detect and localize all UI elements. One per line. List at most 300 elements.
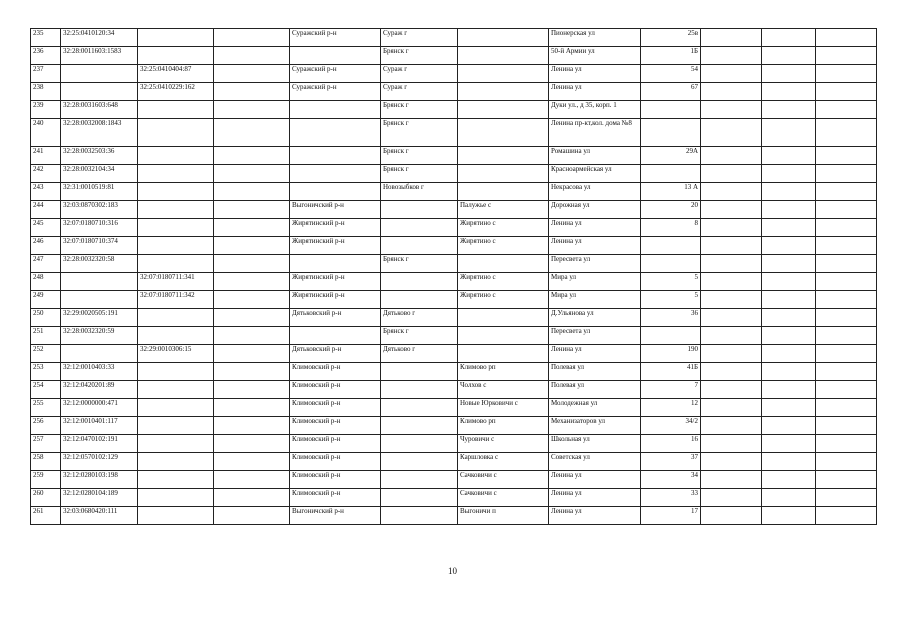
table-cell (762, 65, 816, 83)
table-cell: 238 (31, 83, 61, 101)
table-cell (214, 165, 290, 183)
table-cell: Жирятинский р-н (290, 237, 381, 255)
table-cell: Суражский р-н (290, 29, 381, 47)
table-cell: 239 (31, 101, 61, 119)
table-cell: Мира ул (549, 291, 641, 309)
table-cell: Климовский р-н (290, 453, 381, 471)
table-cell (214, 237, 290, 255)
table-cell (816, 471, 877, 489)
table-cell: 16 (641, 435, 701, 453)
table-cell (458, 29, 549, 47)
table-cell: 8 (641, 219, 701, 237)
table-cell: Климовский р-н (290, 471, 381, 489)
table-cell: 32:12:0280103:198 (61, 471, 138, 489)
table-cell: Советская ул (549, 453, 641, 471)
table-cell: Новозыбков г (381, 183, 458, 201)
table-row (31, 309, 877, 327)
table-cell (701, 119, 762, 147)
table-cell: Климово рп (458, 363, 549, 381)
table-row (31, 65, 877, 83)
table-row (31, 435, 877, 453)
table-cell: Жирятино с (458, 273, 549, 291)
table-cell (762, 327, 816, 345)
table-cell: 237 (31, 65, 61, 83)
table-cell: 32:12:0010401:117 (61, 417, 138, 435)
table-cell: Жирятинский р-н (290, 291, 381, 309)
table-cell: 258 (31, 453, 61, 471)
table-cell: Полевая ул (549, 381, 641, 399)
table-cell (138, 489, 214, 507)
page-number: 10 (448, 566, 457, 576)
table-cell (641, 255, 701, 273)
table-cell: Мира ул (549, 273, 641, 291)
table-cell (290, 101, 381, 119)
table-cell: Жирятинский р-н (290, 273, 381, 291)
table-cell (762, 201, 816, 219)
table-cell (138, 183, 214, 201)
table-cell (381, 417, 458, 435)
table-cell: 34 (641, 471, 701, 489)
table-cell: Климовский р-н (290, 381, 381, 399)
table-cell (762, 345, 816, 363)
table-cell (816, 345, 877, 363)
table-cell: Жирятинский р-н (290, 219, 381, 237)
table-cell (816, 363, 877, 381)
table-cell: 32:28:0032320:58 (61, 255, 138, 273)
table-row (31, 219, 877, 237)
table-row (31, 119, 877, 147)
table-row (31, 345, 877, 363)
table-cell (458, 327, 549, 345)
table-cell: 32:31:0010519:81 (61, 183, 138, 201)
table-cell (816, 201, 877, 219)
table-cell: Жирятино с (458, 291, 549, 309)
table-cell: 252 (31, 345, 61, 363)
table-cell: 243 (31, 183, 61, 201)
table-cell: 236 (31, 47, 61, 65)
table-cell (701, 47, 762, 65)
table-cell: Суражский р-н (290, 83, 381, 101)
table-cell: Ленина ул (549, 83, 641, 101)
table-cell: 32:07:0180710:316 (61, 219, 138, 237)
table-cell (214, 471, 290, 489)
table-cell: Дорожная ул (549, 201, 641, 219)
table-cell: 25в (641, 29, 701, 47)
table-cell (381, 201, 458, 219)
table-cell: Дятьковский р-н (290, 345, 381, 363)
table-cell (138, 119, 214, 147)
table-cell (701, 255, 762, 273)
table-cell (701, 381, 762, 399)
table-cell (701, 29, 762, 47)
table-cell: Ленина пр-кт,кол. дома №8 (549, 119, 641, 147)
table-row (31, 327, 877, 345)
table-cell: 235 (31, 29, 61, 47)
table-cell: Климовский р-н (290, 363, 381, 381)
table-row (31, 489, 877, 507)
table-cell (762, 273, 816, 291)
table-cell (816, 65, 877, 83)
table-cell (762, 363, 816, 381)
table-cell: 260 (31, 489, 61, 507)
table-cell: 20 (641, 201, 701, 219)
table-cell: 248 (31, 273, 61, 291)
table-cell (138, 327, 214, 345)
table-cell (701, 417, 762, 435)
table-cell: Брянск г (381, 119, 458, 147)
table-cell (816, 47, 877, 65)
table-cell: 32:12:0570102:129 (61, 453, 138, 471)
table-cell: Сураж г (381, 83, 458, 101)
table-cell: Школьная ул (549, 435, 641, 453)
table-cell: Каршловка с (458, 453, 549, 471)
table-cell: 251 (31, 327, 61, 345)
table-cell (214, 489, 290, 507)
table-cell (458, 147, 549, 165)
table-cell: Жирятино с (458, 219, 549, 237)
table-cell: 33 (641, 489, 701, 507)
table-cell (138, 47, 214, 65)
table-cell (701, 345, 762, 363)
table-cell: Брянск г (381, 101, 458, 119)
table-cell: 32:07:0180711:342 (138, 291, 214, 309)
table-cell (762, 119, 816, 147)
table-cell (701, 201, 762, 219)
table-cell: 5 (641, 291, 701, 309)
table-cell: 249 (31, 291, 61, 309)
table-cell (458, 345, 549, 363)
table-cell: Полевая ул (549, 363, 641, 381)
table-cell (214, 147, 290, 165)
table-cell (61, 273, 138, 291)
table-row (31, 417, 877, 435)
table-cell: 250 (31, 309, 61, 327)
table-cell (214, 435, 290, 453)
table-cell (381, 273, 458, 291)
table-cell: 29А (641, 147, 701, 165)
table-cell: Пионерская ул (549, 29, 641, 47)
table-cell (138, 101, 214, 119)
table-cell: 32:12:0420201:89 (61, 381, 138, 399)
table-cell (762, 237, 816, 255)
table-row (31, 471, 877, 489)
table-cell: 32:12:0000000:471 (61, 399, 138, 417)
table-cell: 242 (31, 165, 61, 183)
table-cell (214, 119, 290, 147)
table-cell (214, 101, 290, 119)
table-cell: 32:07:0180711:341 (138, 273, 214, 291)
table-cell: Жирятино с (458, 237, 549, 255)
table-cell (762, 183, 816, 201)
table-cell (816, 273, 877, 291)
table-cell (701, 327, 762, 345)
table-cell (214, 83, 290, 101)
registry-table (30, 28, 877, 525)
table-cell: 32:25:0410120:34 (61, 29, 138, 47)
table-cell: 37 (641, 453, 701, 471)
table-cell (214, 363, 290, 381)
table-cell: Дятьково г (381, 309, 458, 327)
table-cell (816, 147, 877, 165)
table-cell: Ромашина ул (549, 147, 641, 165)
table-cell: 241 (31, 147, 61, 165)
table-cell: 32:12:0280104:189 (61, 489, 138, 507)
table-cell: 67 (641, 83, 701, 101)
table-cell (138, 219, 214, 237)
table-cell: 54 (641, 65, 701, 83)
table-cell (816, 327, 877, 345)
table-cell (701, 65, 762, 83)
table-cell (816, 255, 877, 273)
table-cell (61, 65, 138, 83)
table-cell: 254 (31, 381, 61, 399)
table-cell (816, 507, 877, 525)
table-cell (762, 399, 816, 417)
table-cell: Ленина ул (549, 507, 641, 525)
table-cell: 36 (641, 309, 701, 327)
table-cell (61, 345, 138, 363)
table-cell (816, 83, 877, 101)
table-cell (138, 471, 214, 489)
table-row (31, 147, 877, 165)
table-cell (762, 309, 816, 327)
table-cell (381, 291, 458, 309)
table-cell: 32:12:0470102:191 (61, 435, 138, 453)
table-cell (381, 489, 458, 507)
table-cell: Дуки ул., д 35, корп. 1 (549, 101, 641, 119)
table-cell: 259 (31, 471, 61, 489)
table-row (31, 183, 877, 201)
table-cell: Сураж г (381, 29, 458, 47)
table-cell (138, 453, 214, 471)
table-cell (641, 327, 701, 345)
table-cell (381, 381, 458, 399)
table-cell (701, 471, 762, 489)
table-cell: Ленина ул (549, 219, 641, 237)
table-cell (762, 507, 816, 525)
table-cell (816, 399, 877, 417)
table-cell (762, 435, 816, 453)
table-cell (458, 83, 549, 101)
table-cell (61, 83, 138, 101)
table-cell: Некрасова ул (549, 183, 641, 201)
table-cell: Палужье с (458, 201, 549, 219)
table-cell: 32:07:0180710:374 (61, 237, 138, 255)
table-cell: Выгоничский р-н (290, 507, 381, 525)
table-cell: Ленина ул (549, 471, 641, 489)
table-cell (701, 291, 762, 309)
table-cell (816, 165, 877, 183)
table-cell (381, 219, 458, 237)
table-cell (290, 47, 381, 65)
table-cell (762, 47, 816, 65)
table-row (31, 273, 877, 291)
table-cell (816, 183, 877, 201)
table-cell (214, 345, 290, 363)
table-row (31, 101, 877, 119)
table-cell (381, 399, 458, 417)
table-row (31, 201, 877, 219)
table-cell: Брянск г (381, 255, 458, 273)
table-cell: Пересвета ул (549, 255, 641, 273)
table-cell (381, 453, 458, 471)
table-cell (214, 29, 290, 47)
table-cell: 255 (31, 399, 61, 417)
table-cell: 240 (31, 119, 61, 147)
table-cell (762, 471, 816, 489)
table-cell (138, 201, 214, 219)
table-cell: Брянск г (381, 47, 458, 65)
table-cell (641, 165, 701, 183)
table-cell (701, 165, 762, 183)
table-cell (762, 381, 816, 399)
table-cell: 245 (31, 219, 61, 237)
table-cell: Сачковичи с (458, 489, 549, 507)
table-cell (61, 291, 138, 309)
table-cell: Брянск г (381, 327, 458, 345)
table-cell (381, 471, 458, 489)
table-cell: 32:28:0031603:648 (61, 101, 138, 119)
table-cell: Молодежная ул (549, 399, 641, 417)
table-cell (214, 273, 290, 291)
table-row (31, 381, 877, 399)
table-cell: Климовский р-н (290, 417, 381, 435)
table-cell (701, 489, 762, 507)
table-cell (138, 237, 214, 255)
table-cell: 244 (31, 201, 61, 219)
table-cell (816, 453, 877, 471)
table-cell (762, 291, 816, 309)
table-cell (816, 417, 877, 435)
table-cell: Суражский р-н (290, 65, 381, 83)
table-cell (214, 183, 290, 201)
table-cell: 13 А (641, 183, 701, 201)
table-cell (290, 165, 381, 183)
table-cell (214, 219, 290, 237)
table-cell: Ленина ул (549, 65, 641, 83)
table-cell (138, 417, 214, 435)
table-cell (641, 101, 701, 119)
table-cell (816, 381, 877, 399)
table-body (31, 29, 877, 525)
table-cell: Климовский р-н (290, 399, 381, 417)
table-cell: 32:29:0010306:15 (138, 345, 214, 363)
table-cell (701, 453, 762, 471)
table-row (31, 363, 877, 381)
table-cell (762, 219, 816, 237)
table-row (31, 237, 877, 255)
table-cell (816, 435, 877, 453)
table-cell: 257 (31, 435, 61, 453)
table-cell (458, 165, 549, 183)
table-cell (214, 399, 290, 417)
table-cell (816, 119, 877, 147)
table-cell: 1Б (641, 47, 701, 65)
table-cell (816, 101, 877, 119)
table-cell (701, 435, 762, 453)
table-cell: 32:12:0010403:33 (61, 363, 138, 381)
table-cell (381, 237, 458, 255)
table-cell (762, 101, 816, 119)
table-cell: 17 (641, 507, 701, 525)
table-row (31, 29, 877, 47)
table-cell: 32:28:0032008:1843 (61, 119, 138, 147)
table-cell: 41Б (641, 363, 701, 381)
table-cell: 247 (31, 255, 61, 273)
table-cell: 32:28:0032104:34 (61, 165, 138, 183)
table-row (31, 453, 877, 471)
table-cell (290, 119, 381, 147)
table-cell (214, 201, 290, 219)
table-cell (762, 83, 816, 101)
table-cell: Климовский р-н (290, 435, 381, 453)
table-cell (701, 363, 762, 381)
table-cell: 32:25:0410229:162 (138, 83, 214, 101)
table-cell (214, 453, 290, 471)
table-cell (762, 417, 816, 435)
table-cell (458, 183, 549, 201)
table-cell (381, 435, 458, 453)
table-cell (381, 507, 458, 525)
table-cell (458, 255, 549, 273)
table-cell (138, 255, 214, 273)
table-cell (762, 29, 816, 47)
table-cell: 5 (641, 273, 701, 291)
table-cell: Д.Ульянова ул (549, 309, 641, 327)
table-cell: 32:28:0032503:36 (61, 147, 138, 165)
table-cell (214, 255, 290, 273)
table-cell (816, 489, 877, 507)
table-cell (701, 507, 762, 525)
table-cell (138, 507, 214, 525)
table-cell (641, 237, 701, 255)
table-cell (214, 291, 290, 309)
table-cell: 32:03:0680420:111 (61, 507, 138, 525)
table-cell (214, 507, 290, 525)
table-cell (701, 183, 762, 201)
table-cell (641, 119, 701, 147)
table-cell (138, 165, 214, 183)
table-cell (381, 363, 458, 381)
table-row (31, 507, 877, 525)
table-cell: Дятьковский р-н (290, 309, 381, 327)
table-cell (138, 363, 214, 381)
table-cell: Брянск г (381, 165, 458, 183)
table-cell (701, 147, 762, 165)
table-cell: 32:28:0011603:1583 (61, 47, 138, 65)
table-cell: 12 (641, 399, 701, 417)
table-cell (816, 29, 877, 47)
table-cell: 32:03:0870302:183 (61, 201, 138, 219)
table-cell (701, 237, 762, 255)
table-cell: 32:25:0410404:87 (138, 65, 214, 83)
table-cell (816, 309, 877, 327)
table-cell: Выгоничи п (458, 507, 549, 525)
table-cell (816, 219, 877, 237)
table-cell (701, 101, 762, 119)
table-cell (701, 83, 762, 101)
table-cell: Климово рп (458, 417, 549, 435)
table-cell (458, 65, 549, 83)
table-cell: Новые Юрковичи с (458, 399, 549, 417)
table-cell (701, 399, 762, 417)
table-cell (762, 255, 816, 273)
table-cell: Механизаторов ул (549, 417, 641, 435)
table-cell (138, 147, 214, 165)
table-cell (290, 183, 381, 201)
table-cell (458, 309, 549, 327)
table-cell (816, 237, 877, 255)
